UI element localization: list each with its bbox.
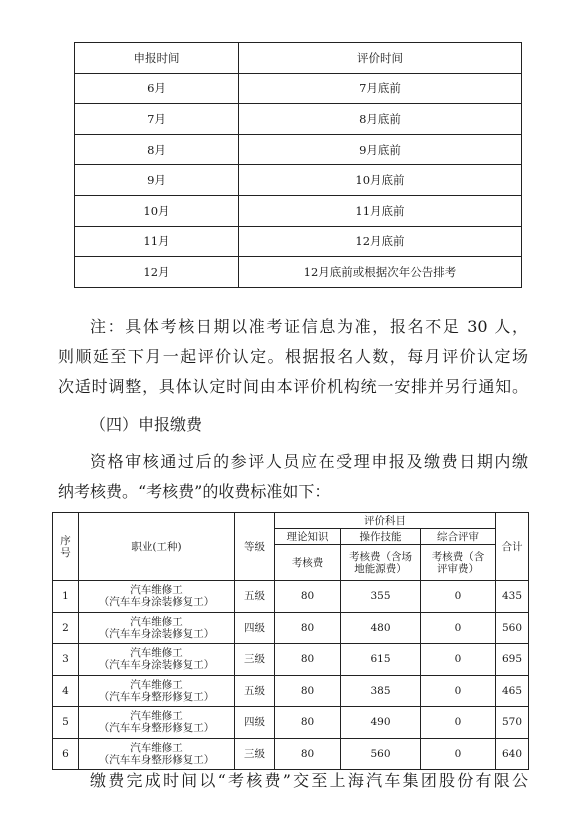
row-skill: 560 [341,738,421,770]
note-line: 次适时调整，具体认定时间由本评价机构统一安排并另行通知。 [58,377,528,396]
table-row [53,675,529,707]
row-job [79,612,235,644]
table-row [53,581,529,613]
row-theory: 80 [275,675,341,707]
schedule-header-apply: 申报时间 [75,43,239,74]
table-row [53,644,529,676]
job-subtype: （汽车车身涂装修复工） [98,627,215,640]
table-row [75,73,522,104]
footer-paragraph [58,766,528,796]
row-job [79,581,235,613]
row-skill: 615 [341,644,421,676]
section-heading [58,410,528,440]
schedule-table [74,42,522,288]
job-name: 汽车维修工 [130,584,183,597]
job-subtype: （汽车车身整形修复工） [98,753,215,766]
table-row [75,165,522,196]
row-no: 1 [53,581,79,613]
fee-header-seq: 序号 [53,513,79,581]
row-level: 三级 [235,738,275,770]
row-theory: 80 [275,644,341,676]
row-total: 695 [496,644,529,676]
fee-header-theory: 理论知识 [275,529,341,545]
schedule-header-eval: 评价时间 [239,43,522,74]
row-theory: 80 [275,612,341,644]
job-subtype: （汽车车身整形修复工） [98,690,215,703]
job-name: 汽车维修工 [130,741,183,754]
apply-month: 6月 [75,73,239,104]
row-total: 560 [496,612,529,644]
note-paragraph [58,312,528,402]
table-row [75,134,522,165]
row-no: 2 [53,612,79,644]
eval-deadline: 8月底前 [239,104,522,135]
fee-header-review-fee: 考核费（含评审费） [421,545,496,581]
apply-month: 8月 [75,134,239,165]
note-line: 则顺延至下月一起评价认定。根据报名人数，每月评价认定场 [58,347,528,366]
fee-intro-paragraph [58,447,528,507]
apply-month: 9月 [75,165,239,196]
job-name: 汽车维修工 [130,710,183,723]
table-row [75,226,522,257]
row-review: 0 [421,707,496,739]
table-row [75,104,522,135]
row-level: 五级 [235,581,275,613]
job-subtype: （汽车车身整形修复工） [98,722,215,735]
eval-deadline: 9月底前 [239,134,522,165]
row-review: 0 [421,738,496,770]
schedule-header-row [75,43,522,74]
row-no: 4 [53,675,79,707]
apply-month: 10月 [75,195,239,226]
job-subtype: （汽车车身涂装修复工） [98,659,215,672]
row-review: 0 [421,612,496,644]
table-row [53,707,529,739]
eval-deadline: 12月底前 [239,226,522,257]
row-skill: 355 [341,581,421,613]
row-level: 三级 [235,644,275,676]
row-no: 5 [53,707,79,739]
row-level: 五级 [235,675,275,707]
table-row [53,738,529,770]
fee-header-skill: 操作技能 [341,529,421,545]
row-theory: 80 [275,707,341,739]
fee-header-review: 综合评审 [421,529,496,545]
row-review: 0 [421,581,496,613]
row-skill: 385 [341,675,421,707]
table-row [75,195,522,226]
row-no: 6 [53,738,79,770]
apply-month: 11月 [75,226,239,257]
job-subtype: （汽车车身涂装修复工） [98,596,215,609]
row-total: 570 [496,707,529,739]
row-total: 465 [496,675,529,707]
eval-deadline: 7月底前 [239,73,522,104]
row-theory: 80 [275,581,341,613]
table-row [53,612,529,644]
row-level: 四级 [235,707,275,739]
section-heading-text: （四）申报缴费 [90,415,203,434]
apply-month: 12月 [75,257,239,288]
fee-header-level: 等级 [235,513,275,581]
fee-header-row [53,513,529,529]
row-total: 640 [496,738,529,770]
row-total: 435 [496,581,529,613]
row-no: 3 [53,644,79,676]
job-name: 汽车维修工 [130,678,183,691]
row-level: 四级 [235,612,275,644]
fee-header-job: 职业(工种) [79,513,235,581]
row-job [79,707,235,739]
table-row [75,257,522,288]
row-job [79,738,235,770]
row-skill: 490 [341,707,421,739]
row-job [79,675,235,707]
job-name: 汽车维修工 [130,615,183,628]
job-name: 汽车维修工 [130,647,183,660]
fee-header-theory-fee: 考核费 [275,545,341,581]
row-theory: 80 [275,738,341,770]
fee-header-skill-fee: 考核费（含场地能源费） [341,545,421,581]
fee-intro-line: 纳考核费。“考核费”的收费标准如下： [58,482,331,501]
row-review: 0 [421,644,496,676]
fee-table [52,512,529,770]
fee-header-total: 合计 [496,513,529,581]
row-skill: 480 [341,612,421,644]
row-review: 0 [421,675,496,707]
eval-deadline: 12月底前或根据次年公告排考 [239,257,522,288]
fee-header-subjects: 评价科目 [275,513,496,529]
fee-intro-line: 资格审核通过后的参评人员应在受理申报及缴费日期内缴 [90,452,528,471]
row-job [79,644,235,676]
eval-deadline: 11月底前 [239,195,522,226]
note-line: 注：具体考核日期以准考证信息为准，报名不足 30 人， [90,317,528,336]
footer-line: 缴费完成时间以“考核费”交至上海汽车集团股份有限公 [90,771,528,790]
apply-month: 7月 [75,104,239,135]
eval-deadline: 10月底前 [239,165,522,196]
